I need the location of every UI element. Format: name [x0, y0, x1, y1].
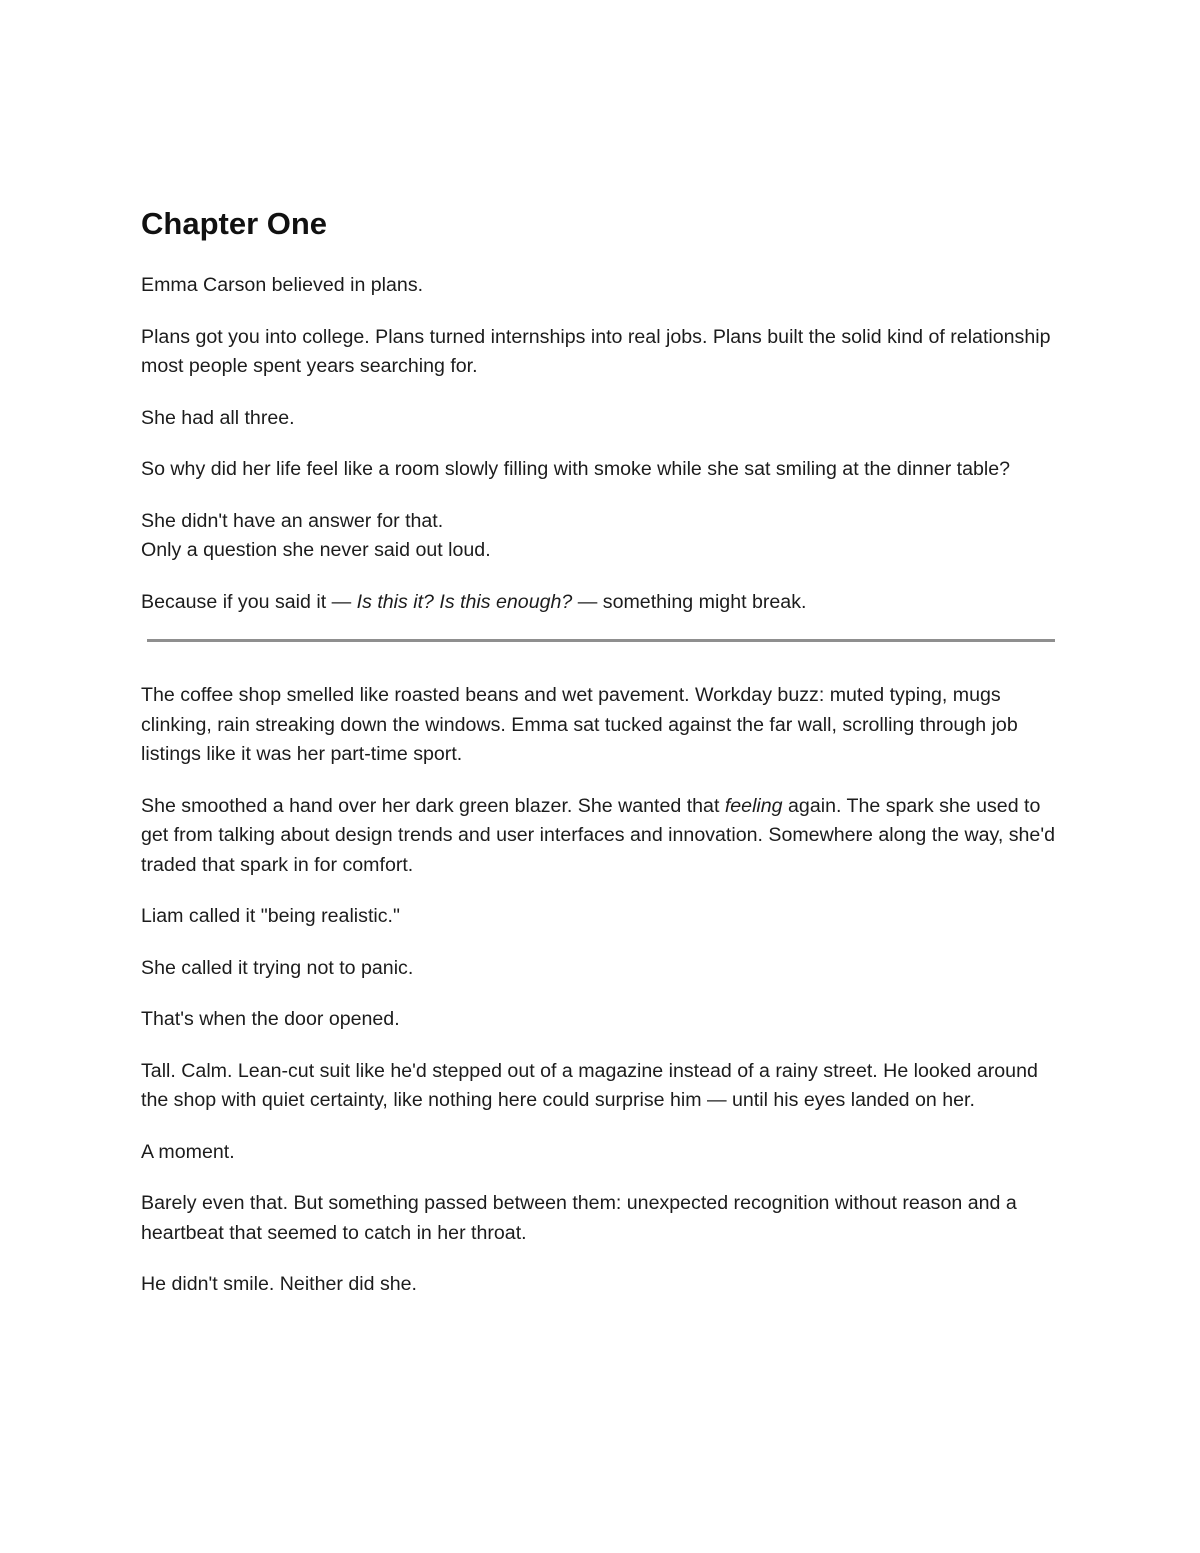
paragraph: She called it trying not to panic.: [141, 956, 414, 979]
paragraph: [141, 588, 1061, 618]
text-run: — something might break.: [572, 590, 807, 613]
italic-text: feeling: [724, 794, 783, 817]
paragraph: That's when the door opened.: [141, 1008, 400, 1030]
paragraph: Plans got you into college. Plans turned internships into real jobs. Plans built the solid kind of relationship most people spent years searching for.: [141, 325, 1051, 377]
paragraph-line: She didn't have an answer for that.: [141, 509, 444, 532]
paragraph: She had all three.: [141, 406, 295, 429]
paragraph: So why did her life feel like a room slowly filling with smoke while she sat smiling at the dinner table?: [141, 458, 1011, 480]
section-divider: [147, 639, 1055, 642]
paragraph-line: Only a question she never said out loud.: [141, 539, 491, 561]
paragraph: He didn't smile. Neither did she.: [141, 1273, 418, 1295]
text-run: again. The spark she used to get from talking about design trends and user interfaces and innovation. Somewhere along the way, she'd traded that spark in for comfort.: [141, 794, 1055, 876]
paragraph: A moment.: [141, 1140, 235, 1163]
paragraph: [141, 792, 1061, 881]
paragraph: [141, 507, 1061, 566]
paragraph: The coffee shop smelled like roasted beans and wet pavement. Workday buzz: muted typing, mugs clinking, rain streaking down the windows. Emma sat tucked against the far wall, scrolling through job listings like it was her part-time sport.: [141, 684, 1018, 765]
text-run: She smoothed a hand over her dark green blazer. She wanted that: [141, 794, 725, 817]
paragraph: Barely even that. But something passed between them: unexpected recognition without reason and a heartbeat that seemed to catch in her throat.: [141, 1192, 1017, 1244]
chapter-title: Chapter One: [141, 206, 328, 241]
text-run: Because if you said it —: [141, 590, 357, 613]
paragraph: Liam called it "being realistic.": [141, 905, 400, 927]
paragraph: Tall. Calm. Lean-cut suit like he'd stepped out of a magazine instead of a rainy street. He looked around the shop with quiet certainty, like nothing here could surprise him — until his eyes landed on her.: [141, 1059, 1038, 1111]
document-page: [141, 204, 1061, 1322]
italic-text: Is this it? Is this enough?: [356, 590, 573, 613]
paragraph: Emma Carson believed in plans.: [141, 274, 424, 296]
